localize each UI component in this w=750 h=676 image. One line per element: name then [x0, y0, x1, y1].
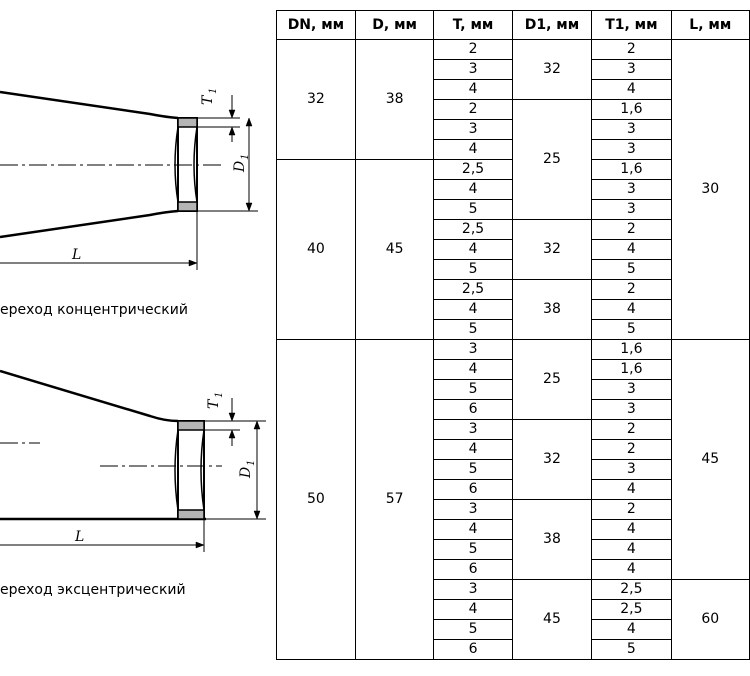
header-d1: D1, мм — [512, 11, 592, 40]
d1-label: D — [232, 160, 248, 172]
cell-t1: 1,6 — [592, 160, 671, 180]
cell-t: 3 — [434, 420, 512, 440]
cell-t1: 3 — [592, 120, 671, 140]
cell-t1: 4 — [592, 80, 671, 100]
cell-t: 5 — [434, 320, 512, 340]
cell-l: 30 — [671, 40, 749, 340]
cell-d1: 32 — [512, 420, 592, 500]
l-label: L — [72, 247, 82, 263]
cell-d1: 25 — [512, 100, 592, 220]
cell-t: 5 — [434, 200, 512, 220]
cell-t1: 2 — [592, 440, 671, 460]
cell-t1: 4 — [592, 520, 671, 540]
cell-t1: 2,5 — [592, 580, 671, 600]
cell-t1: 3 — [592, 380, 671, 400]
cell-d: 57 — [355, 340, 434, 660]
cell-d: 38 — [355, 40, 434, 160]
l-label: L — [75, 529, 85, 545]
cell-t1: 1,6 — [592, 100, 671, 120]
cell-t: 5 — [434, 380, 512, 400]
cell-t: 5 — [434, 620, 512, 640]
cell-t: 4 — [434, 140, 512, 160]
cell-t: 4 — [434, 440, 512, 460]
reducer-drawing-svg — [0, 0, 276, 671]
cell-t1: 3 — [592, 460, 671, 480]
cell-t: 3 — [434, 580, 512, 600]
table-row — [277, 340, 750, 360]
cell-d: 45 — [355, 160, 434, 340]
cell-t: 3 — [434, 340, 512, 360]
caption-eccentric: ереход эксцентрический — [0, 582, 186, 598]
cell-t1: 1,6 — [592, 340, 671, 360]
concentric-dimension-labels — [71, 88, 251, 263]
cell-l: 45 — [671, 340, 749, 580]
table-row — [277, 40, 750, 60]
cell-t: 4 — [434, 300, 512, 320]
header-t: T, мм — [434, 11, 512, 40]
cell-t1: 4 — [592, 300, 671, 320]
cell-t: 2,5 — [434, 220, 512, 240]
cell-d1: 25 — [512, 340, 592, 420]
header-l: L, мм — [671, 11, 749, 40]
cell-t: 5 — [434, 460, 512, 480]
cell-t1: 4 — [592, 540, 671, 560]
cell-t: 2,5 — [434, 280, 512, 300]
t1-label: T — [200, 95, 216, 105]
concentric-reducer-drawing — [0, 92, 258, 270]
table-body — [277, 40, 750, 660]
cell-t: 2,5 — [434, 160, 512, 180]
cell-t: 3 — [434, 120, 512, 140]
cell-t: 6 — [434, 640, 512, 660]
cell-t1: 3 — [592, 60, 671, 80]
svg-text:1: 1 — [214, 391, 225, 398]
cell-t1: 2 — [592, 500, 671, 520]
cell-t1: 4 — [592, 620, 671, 640]
svg-text:1: 1 — [240, 153, 251, 160]
cell-t1: 4 — [592, 240, 671, 260]
cell-t1: 2 — [592, 220, 671, 240]
table-header-row — [277, 11, 750, 40]
cell-d1: 38 — [512, 280, 592, 340]
t1-label: T — [206, 399, 222, 409]
cell-t: 6 — [434, 400, 512, 420]
cell-d1: 38 — [512, 500, 592, 580]
cell-t: 6 — [434, 560, 512, 580]
cell-dn: 40 — [277, 160, 356, 340]
cell-t: 3 — [434, 60, 512, 80]
cell-d1: 45 — [512, 580, 592, 660]
svg-text:1: 1 — [246, 459, 257, 466]
cell-t1: 3 — [592, 200, 671, 220]
cell-t: 4 — [434, 520, 512, 540]
cell-t: 4 — [434, 360, 512, 380]
svg-text:1: 1 — [208, 87, 219, 94]
cell-t1: 2 — [592, 420, 671, 440]
eccentric-reducer-drawing — [0, 371, 266, 552]
cell-t: 4 — [434, 240, 512, 260]
cell-t1: 5 — [592, 260, 671, 280]
d1-label: D — [238, 466, 254, 478]
header-t1: T1, мм — [592, 11, 671, 40]
cell-d1: 32 — [512, 40, 592, 100]
reducer-spec-table — [276, 10, 750, 660]
cell-t1: 2 — [592, 40, 671, 60]
cell-t1: 3 — [592, 140, 671, 160]
cell-t: 4 — [434, 600, 512, 620]
cell-t1: 5 — [592, 320, 671, 340]
cell-t: 4 — [434, 80, 512, 100]
cell-t: 4 — [434, 180, 512, 200]
cell-l: 60 — [671, 580, 749, 660]
cell-t: 5 — [434, 540, 512, 560]
cell-t: 2 — [434, 100, 512, 120]
cell-t: 6 — [434, 480, 512, 500]
cell-dn: 50 — [277, 340, 356, 660]
cell-t: 3 — [434, 500, 512, 520]
cell-t: 5 — [434, 260, 512, 280]
cell-d1: 32 — [512, 220, 592, 280]
cell-t: 2 — [434, 40, 512, 60]
cell-dn: 32 — [277, 40, 356, 160]
cell-t1: 4 — [592, 480, 671, 500]
cell-t1: 2 — [592, 280, 671, 300]
cell-t1: 5 — [592, 640, 671, 660]
cell-t1: 4 — [592, 560, 671, 580]
cell-t1: 2,5 — [592, 600, 671, 620]
header-d: D, мм — [355, 11, 434, 40]
reducer-drawings — [0, 0, 276, 671]
cell-t1: 1,6 — [592, 360, 671, 380]
header-dn: DN, мм — [277, 11, 356, 40]
caption-concentric: ереход концентрический — [0, 302, 188, 318]
cell-t1: 3 — [592, 400, 671, 420]
cell-t1: 3 — [592, 180, 671, 200]
